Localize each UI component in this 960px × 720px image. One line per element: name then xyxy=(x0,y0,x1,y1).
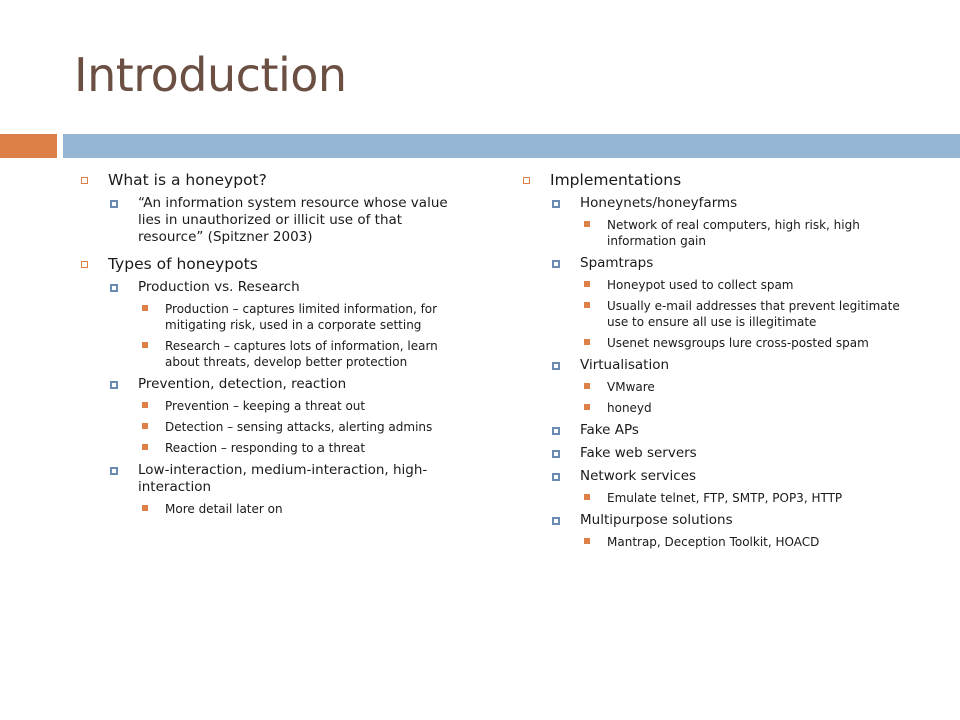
bullet-item-level-2 xyxy=(104,195,463,246)
bullet-item-level-2 xyxy=(546,512,910,550)
right-bullet-list-level-3 xyxy=(580,277,910,351)
bullet-item-level-2 xyxy=(546,445,910,462)
bullet-item-level-3 xyxy=(580,379,910,395)
bullet-item-level-1 xyxy=(78,170,463,246)
bullet-item-level-1 xyxy=(78,254,463,517)
bullet-text: Detection – sensing attacks, alerting admins xyxy=(165,420,433,434)
bullet-text: Mantrap, Deception Toolkit, HOACD xyxy=(607,535,820,549)
bullet-text: Types of honeypots xyxy=(108,255,258,273)
bullet-item-level-3 xyxy=(580,217,910,249)
bullet-text: What is a honeypot? xyxy=(108,171,267,189)
bullet-item-level-3 xyxy=(138,440,463,456)
bullet-item-level-2 xyxy=(104,279,463,370)
bullet-item-level-2 xyxy=(104,462,463,517)
accent-bar-orange xyxy=(0,134,57,158)
right-bullet-list-level-3 xyxy=(580,217,910,249)
bullet-text: Research – captures lots of information, learn about threats, develop better protection xyxy=(165,339,438,369)
bullet-text: Reaction – responding to a threat xyxy=(165,441,366,455)
bullet-text: Fake web servers xyxy=(580,445,697,461)
accent-bar-blue xyxy=(63,134,960,158)
left-bullet-list-level-2 xyxy=(108,195,463,246)
bullet-item-level-3 xyxy=(138,398,463,414)
left-bullet-list-level-3 xyxy=(138,398,463,456)
bullet-text: Network services xyxy=(580,468,697,484)
bullet-text: Low-interaction, medium-interaction, high-interaction xyxy=(138,462,428,495)
right-bullet-list-level-3 xyxy=(580,379,910,416)
slide-title: Introduction xyxy=(74,48,347,102)
left-bullet-list-level-2 xyxy=(108,279,463,517)
bullet-item-level-3 xyxy=(580,490,910,506)
bullet-item-level-2 xyxy=(546,422,910,439)
bullet-item-level-2 xyxy=(104,376,463,456)
bullet-item-level-3 xyxy=(138,338,463,370)
bullet-text: Prevention, detection, reaction xyxy=(138,376,347,392)
right-column xyxy=(520,170,910,558)
bullet-item-level-3 xyxy=(138,419,463,435)
bullet-text: honeyd xyxy=(607,401,652,415)
left-bullet-list-level-3 xyxy=(138,501,463,517)
bullet-text: Implementations xyxy=(550,171,682,189)
bullet-text: Usually e-mail addresses that prevent legitimate use to ensure all use is illegitimate xyxy=(607,299,900,329)
bullet-text: Honeypot used to collect spam xyxy=(607,278,794,292)
left-bullet-list-level-1 xyxy=(78,170,463,517)
bullet-item-level-2 xyxy=(546,357,910,416)
bullet-text: Production – captures limited information, for mitigating risk, used in a corporate setting xyxy=(165,302,438,332)
bullet-text: Virtualisation xyxy=(580,357,670,373)
bullet-item-level-2 xyxy=(546,255,910,351)
bullet-item-level-3 xyxy=(580,277,910,293)
bullet-text: Fake APs xyxy=(580,422,639,438)
right-bullet-list-level-3 xyxy=(580,490,910,506)
bullet-text: More detail later on xyxy=(165,502,283,516)
right-bullet-list-level-3 xyxy=(580,534,910,550)
left-column xyxy=(78,170,463,525)
bullet-item-level-3 xyxy=(580,400,910,416)
bullet-text: Usenet newsgroups lure cross-posted spam xyxy=(607,336,869,350)
bullet-text: VMware xyxy=(607,380,655,394)
bullet-item-level-2 xyxy=(546,195,910,249)
bullet-text: Spamtraps xyxy=(580,255,654,271)
bullet-item-level-3 xyxy=(580,335,910,351)
bullet-text: Production vs. Research xyxy=(138,279,300,295)
bullet-text: Honeynets/honeyfarms xyxy=(580,195,738,211)
bullet-item-level-3 xyxy=(580,534,910,550)
bullet-item-level-3 xyxy=(580,298,910,330)
bullet-text: Multipurpose solutions xyxy=(580,512,733,528)
bullet-text: “An information system resource whose value lies in unauthorized or illicit use of that resource” (Spitzner 2003) xyxy=(138,195,448,245)
left-bullet-list-level-3 xyxy=(138,301,463,370)
bullet-item-level-1 xyxy=(520,170,910,550)
right-bullet-list-level-1 xyxy=(520,170,910,550)
right-bullet-list-level-2 xyxy=(550,195,910,550)
bullet-text: Prevention – keeping a threat out xyxy=(165,399,366,413)
bullet-item-level-2 xyxy=(546,468,910,506)
bullet-item-level-3 xyxy=(138,501,463,517)
bullet-text: Emulate telnet, FTP, SMTP, POP3, HTTP xyxy=(607,491,843,505)
bullet-item-level-3 xyxy=(138,301,463,333)
bullet-text: Network of real computers, high risk, high information gain xyxy=(607,218,860,248)
